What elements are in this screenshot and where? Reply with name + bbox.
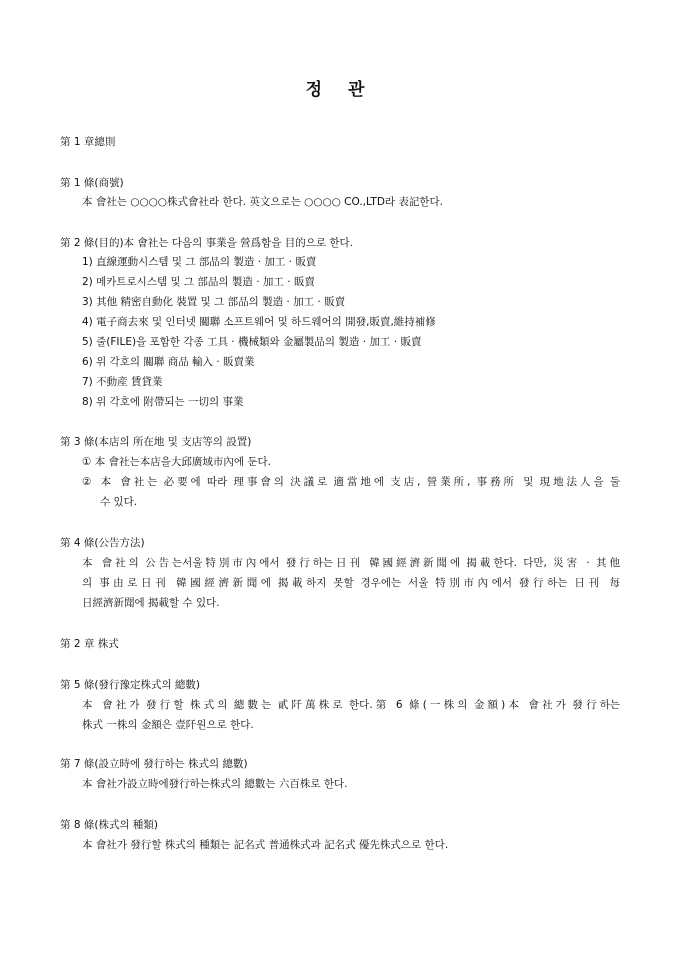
- article-5-text: 株式 一株의 金額은 壹阡원으로 한다.: [82, 719, 254, 731]
- list-item: 2) 메카트로시스템 및 그 部品의 製造 · 加工 · 販賣: [82, 276, 315, 288]
- list-item: 3) 其他 精密自動化 裝置 및 그 部品의 製造 · 加工 · 販賣: [82, 296, 346, 308]
- article-7-text: 本 會社가設立時에發行하는株式의 總數는 六百株로 한다.: [82, 778, 348, 790]
- article-1-text: 本 會社는 ○○○○株式會社라 한다. 英文으로는 ○○○○ CO.,LTD라 表記한다.: [82, 196, 444, 208]
- article-3-heading: 第 3 條(本店의 所在地 및 支店等의 設置): [60, 436, 252, 448]
- article-1-heading: 第 1 條(商號): [60, 177, 124, 189]
- list-item: 5) 줄(FILE)을 포함한 각종 工具 · 機械類와 金屬製品의 製造 · 加工 · 販賣: [82, 336, 422, 348]
- article-8-text: 本 會社가 發行할 株式의 種類는 記名式 普通株式과 記名式 優先株式으로 한다.: [82, 839, 449, 851]
- clause-item: ② 本 會社는 必要에 따라 理事會의 決議로 適當地에 支店, 營業所, 事務所 및 現地法人을 둘: [82, 476, 620, 488]
- article-4-text: 本 會社의 公告는서울特別市內에서 發行하는日刊 韓國經濟新聞에 揭載한다. 다만, 災害 · 其他: [82, 557, 620, 569]
- article-4-text: 日經濟新聞에 揭載할 수 있다.: [82, 597, 220, 609]
- list-item: 8) 위 각호에 附帶되는 一切의 事業: [82, 396, 244, 408]
- article-7-heading: 第 7 條(設立時에 發行하는 株式의 總數): [60, 758, 248, 770]
- list-item: 6) 위 각호의 關聯 商品 輸入 · 販賣業: [82, 356, 255, 368]
- chapter-1-heading: 第 1 章總則: [60, 136, 116, 148]
- document-title: 정 관: [305, 80, 375, 100]
- clause-item-continuation: 수 있다.: [100, 496, 138, 508]
- chapter-2-heading: 第 2 章 株式: [60, 638, 119, 650]
- article-4-text: 의 事由로日刊 韓國經濟新聞에 揭載하지 못할 경우에는 서울 特別市內에서 發行하는 日刊 每: [82, 577, 620, 589]
- article-5-text: 本 會社가 發行할 株式의 總數는 貳阡萬株로 한다.第 6 條(一株의 金額)本 會社가 發行하는: [82, 699, 620, 711]
- article-4-heading: 第 4 條(公告方法): [60, 537, 145, 549]
- article-2-heading: 第 2 條(目的)本 會社는 다음의 事業을 營爲함을 目的으로 한다.: [60, 237, 353, 249]
- article-5-heading: 第 5 條(發行豫定株式의 總數): [60, 679, 201, 691]
- list-item: 4) 電子商去來 및 인터넷 關聯 소프트웨어 및 하드웨어의 開發,販賣,維持補修: [82, 316, 436, 328]
- list-item: 7) 不動産 賃貸業: [82, 376, 163, 388]
- clause-item: ① 本 會社는本店을大邱廣域市內에 둔다.: [82, 456, 271, 468]
- list-item: 1) 直線運動시스템 및 그 部品의 製造 · 加工 · 販賣: [82, 256, 317, 268]
- article-8-heading: 第 8 條(株式의 種類): [60, 819, 159, 831]
